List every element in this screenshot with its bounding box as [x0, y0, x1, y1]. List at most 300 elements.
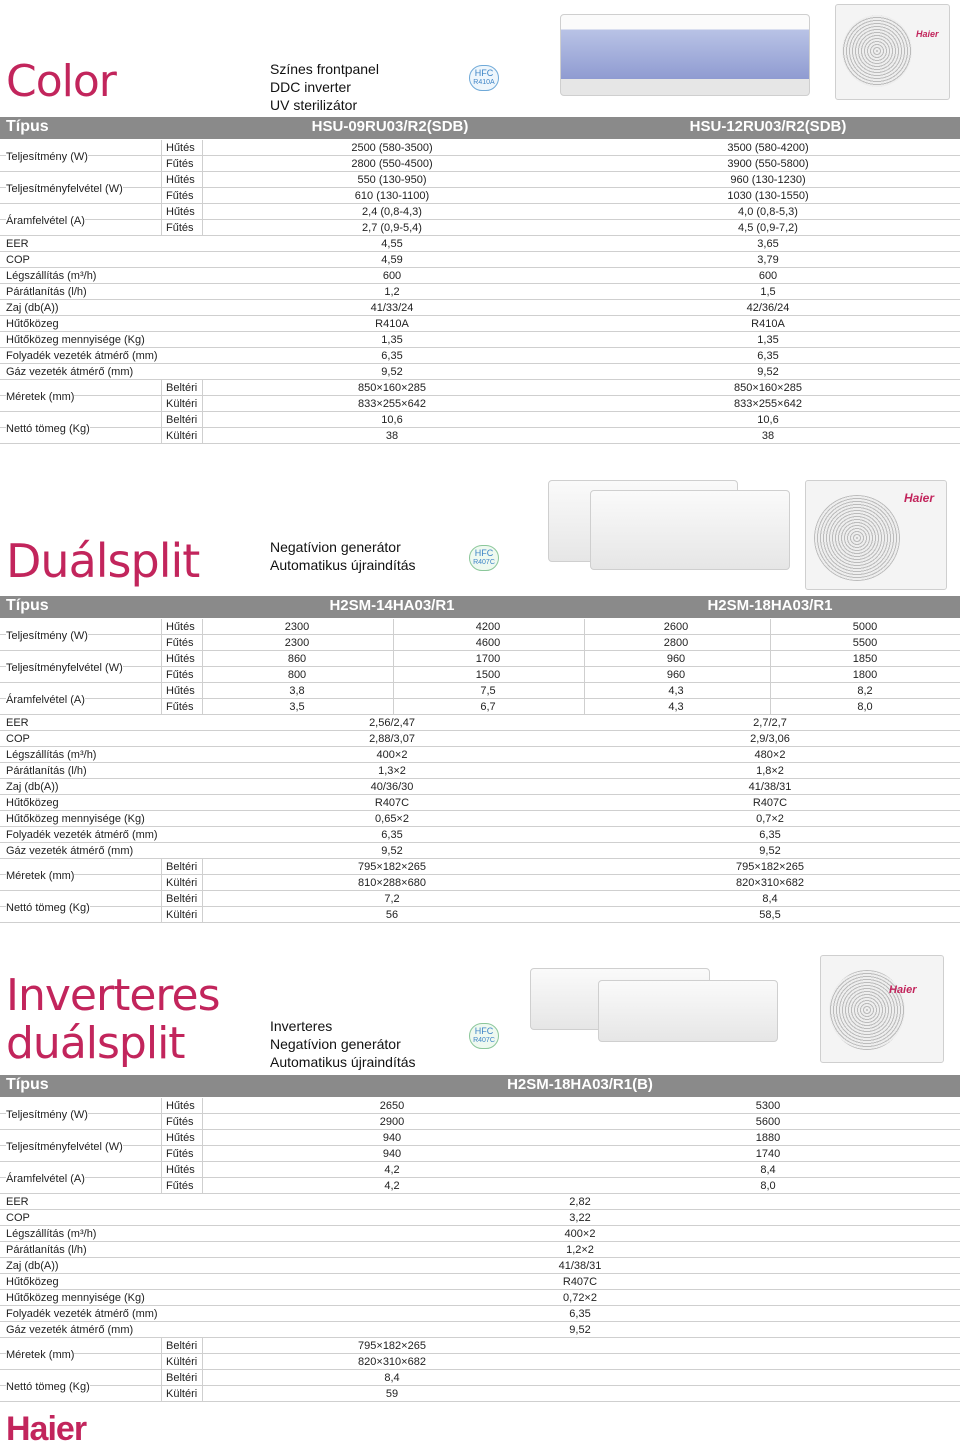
cell-value: 3,79 — [757, 254, 779, 266]
cell-value: 2,7/2,7 — [753, 717, 787, 729]
cell-value: 800 — [287, 669, 307, 681]
cell-value: 4,59 — [381, 254, 403, 266]
cell-value: 56 — [385, 909, 399, 921]
cell-value: 59 — [385, 1388, 399, 1400]
cell-value: 2800 (550-4500) — [351, 158, 433, 170]
feature-item: Automatikus újraindítás — [270, 1054, 416, 1070]
model-name: HSU-12RU03/R2(SDB) — [689, 118, 847, 135]
row-group-label: Teljesítményfelvétel (W) — [6, 662, 123, 674]
feature-item: Negatívion generátor — [270, 1036, 401, 1052]
cell-value: 2800 — [663, 637, 689, 649]
cell-value: 1700 — [475, 653, 501, 665]
feature-item: Inverteres — [270, 1018, 333, 1034]
cell-value: 2600 — [663, 621, 689, 633]
cell-value: R407C — [374, 797, 410, 809]
column-divider — [161, 683, 162, 699]
column-divider — [202, 428, 203, 444]
column-divider — [161, 907, 162, 923]
row-label: Gáz vezeték átmérő (mm) — [6, 845, 134, 857]
cell-value: 4200 — [475, 621, 501, 633]
table-row — [0, 907, 960, 923]
row-sublabel: Kültéri — [166, 1356, 198, 1368]
column-divider — [161, 891, 162, 907]
table-row — [0, 875, 960, 891]
table-row — [0, 1194, 960, 1210]
tipus-label: Típus — [6, 597, 49, 614]
row-group-label: Nettó tömeg (Kg) — [6, 1381, 90, 1393]
cell-value: 1,35 — [757, 334, 779, 346]
cell-value: 1740 — [755, 1148, 781, 1160]
column-divider — [770, 619, 771, 635]
cell-value: 2,7 (0,9-5,4) — [362, 222, 422, 234]
column-divider — [393, 667, 394, 683]
row-sublabel: Fűtés — [166, 669, 194, 681]
row-group-label: Áramfelvétel (A) — [6, 694, 85, 706]
table-row — [0, 188, 960, 204]
row-group-label: Teljesítményfelvétel (W) — [6, 1141, 123, 1153]
column-divider — [161, 172, 162, 188]
table-row — [0, 236, 960, 252]
row-sublabel: Hűtés — [166, 142, 195, 154]
cell-value: 3,8 — [289, 685, 305, 697]
cell-value: 610 (130-1100) — [354, 190, 430, 202]
row-sublabel: Beltéri — [166, 414, 198, 426]
table-row — [0, 1098, 960, 1114]
column-divider — [161, 204, 162, 220]
column-divider — [161, 412, 162, 428]
row-label: Párátlanítás (l/h) — [6, 765, 87, 777]
cell-value: 7,2 — [384, 893, 400, 905]
table-row — [0, 683, 960, 699]
column-divider — [202, 1386, 203, 1402]
section-title-inverteres-dualsplit — [6, 972, 220, 1068]
table-row — [0, 300, 960, 316]
table-row — [0, 763, 960, 779]
column-divider — [202, 396, 203, 412]
table-row — [0, 619, 960, 635]
table-header-inverteres — [0, 1075, 960, 1097]
cell-value: 10,6 — [757, 414, 779, 426]
column-divider — [161, 1146, 162, 1162]
column-divider — [202, 1098, 203, 1114]
column-divider — [161, 188, 162, 204]
cell-value: 58,5 — [759, 909, 781, 921]
cell-value: 810×288×680 — [358, 877, 426, 889]
model-name: H2SM-18HA03/R1 — [707, 597, 833, 614]
indoor-unit-image — [560, 14, 810, 96]
row-sublabel: Kültéri — [166, 398, 198, 410]
table-row — [0, 1178, 960, 1194]
column-divider — [202, 859, 203, 875]
table-row — [0, 380, 960, 396]
column-divider — [202, 683, 203, 699]
unit-logo: Haier — [916, 29, 939, 39]
row-label: EER — [6, 1196, 29, 1208]
row-sublabel: Fűtés — [166, 190, 194, 202]
fan-grille — [842, 15, 912, 87]
cell-value: 820×310×682 — [736, 877, 804, 889]
column-divider — [161, 140, 162, 156]
table-row — [0, 156, 960, 172]
row-sublabel: Hűtés — [166, 174, 195, 186]
table-row — [0, 140, 960, 156]
table-row — [0, 316, 960, 332]
cell-value: 1500 — [475, 669, 501, 681]
cell-value: 6,35 — [757, 350, 779, 362]
row-group-label: Méretek (mm) — [6, 391, 75, 403]
unit-logo: Haier — [889, 984, 917, 996]
row-sublabel: Hűtés — [166, 206, 195, 218]
feature-item: Negatívion generátor — [270, 539, 401, 555]
column-divider — [202, 140, 203, 156]
cell-value: 6,35 — [381, 829, 403, 841]
cell-value: 833×255×642 — [734, 398, 802, 410]
column-divider — [202, 1370, 203, 1386]
column-divider — [202, 891, 203, 907]
row-label: Légszállítás (m³/h) — [6, 1228, 97, 1240]
cell-value: 850×160×285 — [734, 382, 802, 394]
table-row — [0, 779, 960, 795]
column-divider — [161, 1338, 162, 1354]
cell-value: 940 — [382, 1148, 402, 1160]
outdoor-unit-image — [820, 955, 944, 1063]
table-row — [0, 1306, 960, 1322]
table-row — [0, 1210, 960, 1226]
row-label: Hűtőközeg mennyisége (Kg) — [6, 813, 145, 825]
row-sublabel: Hűtés — [166, 1164, 195, 1176]
column-divider — [202, 651, 203, 667]
feature-item: Színes frontpanel — [270, 61, 379, 77]
row-label: Folyadék vezeték átmérő (mm) — [6, 829, 158, 841]
column-divider — [161, 635, 162, 651]
table-row — [0, 1354, 960, 1370]
cell-value: 9,52 — [757, 366, 779, 378]
cell-value: 7,5 — [480, 685, 496, 697]
column-divider — [202, 635, 203, 651]
table-row — [0, 635, 960, 651]
cell-value: 3,22 — [569, 1212, 591, 1224]
cell-value: 1880 — [755, 1132, 781, 1144]
column-divider — [393, 683, 394, 699]
column-divider — [202, 667, 203, 683]
column-divider — [161, 1386, 162, 1402]
table-row — [0, 428, 960, 444]
hfc-badge-top: HFC — [474, 1026, 494, 1036]
row-label: Párátlanítás (l/h) — [6, 286, 87, 298]
column-divider — [161, 1178, 162, 1194]
cell-value: 860 — [287, 653, 307, 665]
cell-value: 5500 — [852, 637, 878, 649]
cell-value: 38 — [761, 430, 775, 442]
hfc-badge — [469, 545, 499, 571]
row-sublabel: Hűtés — [166, 1100, 195, 1112]
hfc-badge — [469, 65, 499, 91]
table-row — [0, 1146, 960, 1162]
column-divider — [393, 699, 394, 715]
hfc-badge-bottom: R407C — [473, 559, 495, 566]
cell-value: 41/38/31 — [748, 781, 792, 793]
feature-item: Automatikus újraindítás — [270, 557, 416, 573]
table-row — [0, 1258, 960, 1274]
cell-value: 2500 (580-3500) — [351, 142, 433, 154]
column-divider — [161, 875, 162, 891]
row-sublabel: Fűtés — [166, 1116, 194, 1128]
table-row — [0, 715, 960, 731]
column-divider — [202, 1130, 203, 1146]
row-label: COP — [6, 1212, 30, 1224]
table-row — [0, 891, 960, 907]
cell-value: 833×255×642 — [358, 398, 426, 410]
row-sublabel: Fűtés — [166, 158, 194, 170]
cell-value: 4,55 — [381, 238, 403, 250]
cell-value: 2900 — [379, 1116, 405, 1128]
cell-value: 41/33/24 — [370, 302, 414, 314]
row-label: Hűtőközeg — [6, 318, 59, 330]
table-row — [0, 731, 960, 747]
cell-value: 6,35 — [381, 350, 403, 362]
cell-value: 8,4 — [384, 1372, 400, 1384]
table-row — [0, 284, 960, 300]
outdoor-unit-image — [805, 480, 947, 590]
table-row — [0, 172, 960, 188]
cell-value: 480×2 — [754, 749, 786, 761]
cell-value: 600 — [382, 270, 402, 282]
column-divider — [202, 907, 203, 923]
feature-item: UV sterilizátor — [270, 97, 358, 113]
cell-value: 41/38/31 — [558, 1260, 602, 1272]
cell-value: 9,52 — [759, 845, 781, 857]
table-row — [0, 1226, 960, 1242]
table-row — [0, 699, 960, 715]
cell-value: 2,82 — [569, 1196, 591, 1208]
model-name: H2SM-18HA03/R1(B) — [507, 1076, 653, 1093]
hfc-badge-top: HFC — [474, 548, 494, 558]
cell-value: 8,0 — [760, 1180, 776, 1192]
table-row — [0, 252, 960, 268]
cell-value: 795×182×265 — [358, 861, 426, 873]
cell-value: 820×310×682 — [358, 1356, 426, 1368]
table-row — [0, 667, 960, 683]
column-divider — [202, 188, 203, 204]
column-divider — [161, 859, 162, 875]
column-divider — [161, 428, 162, 444]
row-label: Zaj (db(A)) — [6, 781, 59, 793]
column-divider — [161, 651, 162, 667]
row-sublabel: Hűtés — [166, 685, 195, 697]
section-title-color: Color — [6, 56, 116, 107]
cell-value: R407C — [562, 1276, 598, 1288]
column-divider — [202, 1354, 203, 1370]
title-line: Inverteres — [6, 970, 220, 1021]
row-label: COP — [6, 254, 30, 266]
row-sublabel: Beltéri — [166, 893, 198, 905]
feature-item: DDC inverter — [270, 79, 351, 95]
tipus-label: Típus — [6, 118, 49, 135]
table-row — [0, 827, 960, 843]
cell-value: 400×2 — [376, 749, 408, 761]
row-sublabel: Fűtés — [166, 222, 194, 234]
hfc-badge-bottom: R407C — [473, 1037, 495, 1044]
cell-value: 4,2 — [384, 1164, 400, 1176]
hfc-badge-top: HFC — [474, 68, 494, 78]
cell-value: 8,4 — [760, 1164, 776, 1176]
table-row — [0, 747, 960, 763]
column-divider — [584, 683, 585, 699]
cell-value: 1,3×2 — [378, 765, 406, 777]
column-divider — [161, 1114, 162, 1130]
column-divider — [770, 699, 771, 715]
row-label: EER — [6, 717, 29, 729]
column-divider — [161, 220, 162, 236]
column-divider — [202, 220, 203, 236]
cell-value: 2,9/3,06 — [750, 733, 790, 745]
table-row — [0, 1322, 960, 1338]
indoor-unit-image — [598, 980, 778, 1042]
cell-value: 550 (130-950) — [357, 174, 427, 186]
cell-value: 1,8×2 — [756, 765, 784, 777]
column-divider — [161, 667, 162, 683]
row-sublabel: Hűtés — [166, 621, 195, 633]
column-divider — [202, 412, 203, 428]
cell-value: 3,5 — [289, 701, 305, 713]
table-row — [0, 795, 960, 811]
row-group-label: Méretek (mm) — [6, 1349, 75, 1361]
cell-value: 2,4 (0,8-4,3) — [362, 206, 422, 218]
column-divider — [770, 683, 771, 699]
row-group-label: Áramfelvétel (A) — [6, 215, 85, 227]
cell-value: 2300 — [284, 621, 310, 633]
table-row — [0, 843, 960, 859]
row-label: Hűtőközeg — [6, 797, 59, 809]
cell-value: 795×182×265 — [358, 1340, 426, 1352]
column-divider — [161, 1130, 162, 1146]
table-row — [0, 1130, 960, 1146]
column-divider — [584, 619, 585, 635]
cell-value: R410A — [375, 318, 409, 330]
column-divider — [584, 651, 585, 667]
indoor-unit-image — [590, 490, 790, 570]
row-label: Párátlanítás (l/h) — [6, 1244, 87, 1256]
column-divider — [202, 1114, 203, 1130]
hfc-badge-bottom: R410A — [473, 79, 495, 86]
table-row — [0, 1338, 960, 1354]
column-divider — [584, 699, 585, 715]
row-sublabel: Fűtés — [166, 637, 194, 649]
row-label: Légszállítás (m³/h) — [6, 270, 97, 282]
column-divider — [202, 204, 203, 220]
row-group-label: Teljesítmény (W) — [6, 151, 88, 163]
cell-value: 960 (130-1230) — [730, 174, 806, 186]
cell-value: 2,56/2,47 — [369, 717, 415, 729]
column-divider — [161, 156, 162, 172]
cell-value: 400×2 — [564, 1228, 596, 1240]
table-row — [0, 396, 960, 412]
table-header-dualsplit — [0, 596, 960, 618]
column-divider — [202, 1162, 203, 1178]
table-row — [0, 859, 960, 875]
cell-value: 850×160×285 — [358, 382, 426, 394]
cell-value: 42/36/24 — [746, 302, 790, 314]
row-sublabel: Beltéri — [166, 861, 198, 873]
cell-value: 1800 — [852, 669, 878, 681]
column-divider — [161, 1098, 162, 1114]
cell-value: 5600 — [755, 1116, 781, 1128]
cell-value: 940 — [382, 1132, 402, 1144]
column-divider — [202, 172, 203, 188]
cell-value: 3500 (580-4200) — [727, 142, 809, 154]
table-row — [0, 412, 960, 428]
row-sublabel: Fűtés — [166, 1180, 194, 1192]
row-sublabel: Beltéri — [166, 1340, 198, 1352]
cell-value: 1850 — [852, 653, 878, 665]
cell-value: 1,5 — [760, 286, 776, 298]
column-divider — [202, 619, 203, 635]
table-row — [0, 811, 960, 827]
row-group-label: Méretek (mm) — [6, 870, 75, 882]
cell-value: 795×182×265 — [736, 861, 804, 873]
column-divider — [393, 619, 394, 635]
fan-grille — [814, 495, 900, 581]
row-label: Hűtőközeg mennyisége (Kg) — [6, 1292, 145, 1304]
table-row — [0, 1114, 960, 1130]
row-sublabel: Beltéri — [166, 382, 198, 394]
hfc-badge — [469, 1023, 499, 1049]
cell-value: 5300 — [755, 1100, 781, 1112]
cell-value: 1,35 — [381, 334, 403, 346]
row-sublabel: Fűtés — [166, 1148, 194, 1160]
column-divider — [161, 1162, 162, 1178]
cell-value: 4,3 — [668, 685, 684, 697]
cell-value: 9,52 — [569, 1324, 591, 1336]
column-divider — [202, 156, 203, 172]
row-label: Gáz vezeték átmérő (mm) — [6, 366, 134, 378]
row-sublabel: Beltéri — [166, 1372, 198, 1384]
column-divider — [161, 619, 162, 635]
cell-value: 38 — [385, 430, 399, 442]
fan-grille — [829, 970, 905, 1050]
cell-value: 4,3 — [668, 701, 684, 713]
row-label: Zaj (db(A)) — [6, 1260, 59, 1272]
row-label: Folyadék vezeték átmérő (mm) — [6, 350, 158, 362]
row-label: Folyadék vezeték átmérő (mm) — [6, 1308, 158, 1320]
cell-value: 960 — [666, 669, 686, 681]
column-divider — [584, 635, 585, 651]
cell-value: 10,6 — [381, 414, 403, 426]
column-divider — [770, 651, 771, 667]
column-divider — [161, 380, 162, 396]
table-row — [0, 1162, 960, 1178]
cell-value: 2650 — [379, 1100, 405, 1112]
column-divider — [202, 1178, 203, 1194]
feature-list — [270, 60, 379, 114]
row-group-label: Nettó tömeg (Kg) — [6, 902, 90, 914]
cell-value: 0,65×2 — [375, 813, 409, 825]
column-divider — [393, 635, 394, 651]
cell-value: 6,7 — [480, 701, 496, 713]
cell-value: 6,35 — [759, 829, 781, 841]
table-row — [0, 651, 960, 667]
feature-list — [270, 1017, 416, 1071]
table-row — [0, 332, 960, 348]
table-row — [0, 1242, 960, 1258]
table-row — [0, 268, 960, 284]
tipus-label: Típus — [6, 1076, 49, 1093]
table-row — [0, 1386, 960, 1402]
cell-value: 8,0 — [857, 701, 873, 713]
column-divider — [161, 1370, 162, 1386]
cell-value: 960 — [666, 653, 686, 665]
table-row — [0, 364, 960, 380]
